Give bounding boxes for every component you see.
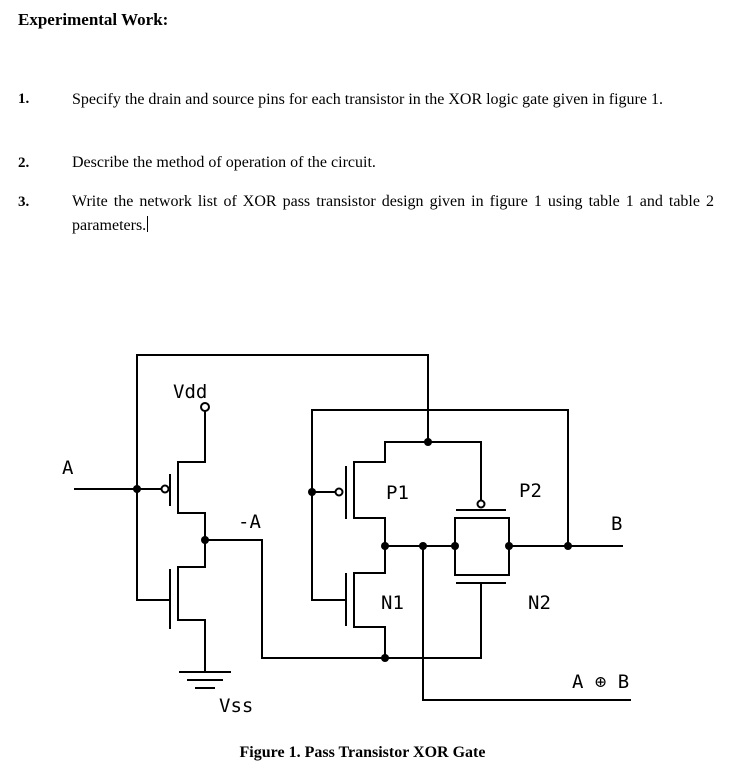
p1-label: P1	[386, 482, 409, 504]
junction-tg-right	[505, 542, 513, 550]
xor-output-label: A ⊕ B	[572, 671, 630, 693]
item-number-3: 3.	[18, 194, 30, 210]
item-text-2: Describe the method of operation of the circuit.	[72, 154, 376, 171]
b-input-label: B	[611, 513, 623, 535]
n1-label: N1	[381, 592, 404, 614]
junction-output-split	[419, 542, 427, 550]
a-input-label: A	[62, 457, 74, 479]
not-a-label: -A	[238, 511, 261, 533]
junction-middle-left	[381, 542, 389, 550]
figure-caption: Figure 1. Pass Transistor XOR Gate	[239, 744, 486, 761]
p1-gate-bubble	[336, 489, 343, 496]
n2-label: N2	[528, 592, 551, 614]
p2-gate-bubble	[478, 501, 485, 508]
junction-a-input	[133, 485, 141, 493]
item-number-1: 1.	[18, 91, 30, 107]
vdd-terminal	[201, 403, 209, 411]
item-text-1: Specify the drain and source pins for each transistor in the XOR logic gate given in figure 1.	[72, 91, 663, 108]
inverter-pmos-gate-bubble	[162, 486, 169, 493]
vdd-label: Vdd	[173, 381, 208, 403]
junction-bottom	[381, 654, 389, 662]
item-number-2: 2.	[18, 155, 30, 171]
junction-top-a	[424, 438, 432, 446]
vss-label: Vss	[219, 695, 254, 717]
item-text-3-content: Write the network list of XOR pass transistor design given in figure 1 using table 1 and table 2 parameters.	[72, 193, 714, 234]
junction-not-a	[201, 536, 209, 544]
p2-label: P2	[519, 480, 542, 502]
junction-tg-left	[451, 542, 459, 550]
junction-b-input	[564, 542, 572, 550]
junction-b-gate-p1	[308, 488, 316, 496]
section-heading: Experimental Work:	[18, 10, 169, 29]
